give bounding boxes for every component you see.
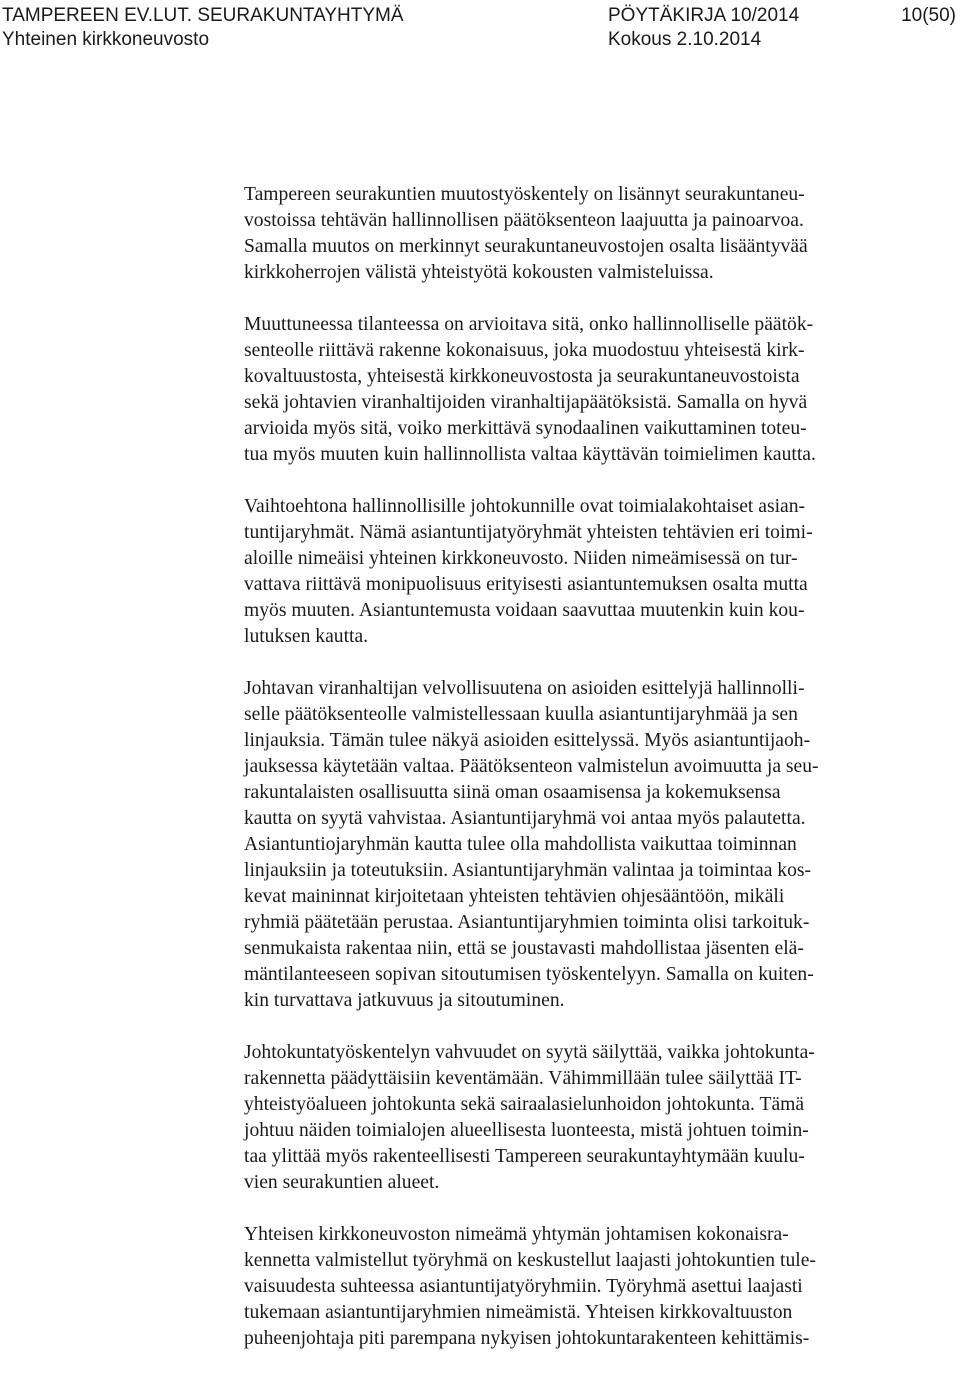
paragraph-line: taa ylittää myös rakenteellisesti Tampereen seurakuntayhtymään kuulu- — [244, 1146, 805, 1167]
paragraph-line: puheenjohtaja piti parempana nykyisen johtokuntarakenteen kehittämis- — [244, 1328, 810, 1349]
paragraph-line: selle päätöksenteolle valmistellessaan kuulla asiantuntijaryhmää ja sen — [244, 704, 798, 725]
organization-name: TAMPEREEN EV.LUT. SEURAKUNTAYHTYMÄ — [2, 5, 404, 26]
paragraph-line: rakuntalaisten osallisuutta siinä oman osaamisensa ja kokemuksensa — [244, 782, 781, 803]
paragraph-line: tua myös muuten kuin hallinnollista valtaa käyttävän toimielimen kautta. — [244, 444, 816, 465]
paragraph-line: vostoissa tehtävän hallinnollisen päätöksenteon laajuutta ja painoarvoa. — [244, 210, 804, 231]
paragraph-line: kin turvattava jatkuvuus ja sitoutuminen. — [244, 990, 565, 1011]
paragraph-line: aloille nimeäisi yhteinen kirkkoneuvosto. Niiden nimeämisessä on tur- — [244, 548, 798, 569]
paragraph-line: sekä johtavien viranhaltijoiden viranhaltijapäätöksistä. Samalla on hyvä — [244, 392, 808, 413]
paragraph-line: jauksessa käytetään valtaa. Päätöksenteon valmistelun avoimuutta ja seu- — [244, 756, 819, 777]
paragraph-line: lutuksen kautta. — [244, 626, 369, 647]
document-body — [244, 182, 896, 1378]
paragraph — [244, 494, 896, 650]
paragraph-line: rakennetta päädyttäisiin keventämään. Vähimmillään tulee säilyttää IT- — [244, 1068, 802, 1089]
paragraph-line: tuntijaryhmät. Nämä asiantuntijatyöryhmät yhteisten tehtävien eri toimi- — [244, 522, 813, 543]
page-number: 10(50) — [901, 5, 956, 26]
paragraph-line: Johtokuntatyöskentelyn vahvuudet on syytä säilyttää, vaikka johtokunta- — [244, 1042, 815, 1063]
paragraph-line: Muuttuneessa tilanteessa on arvioitava sitä, onko hallinnolliselle päätök- — [244, 314, 814, 335]
paragraph-line: myös muuten. Asiantuntemusta voidaan saavuttaa muutenkin kuin kou- — [244, 600, 805, 621]
paragraph — [244, 312, 896, 468]
paragraph-line: Samalla muutos on merkinnyt seurakuntaneuvostojen osalta lisääntyvää — [244, 236, 808, 257]
paragraph-line: mäntilanteeseen sopivan sitoutumisen työskentelyyn. Samalla on kuiten- — [244, 964, 814, 985]
document-title: PÖYTÄKIRJA 10/2014 — [608, 5, 800, 26]
paragraph-line: vaisuudesta suhteessa asiantuntijatyöryhmiin. Työryhmä asettui laajasti — [244, 1276, 803, 1297]
paragraph — [244, 1040, 896, 1196]
paragraph-line: vattava riittävä monipuolisuus erityisesti asiantuntemuksen osalta mutta — [244, 574, 808, 595]
paragraph-line: kirkkoherrojen välistä yhteistyötä kokousten valmisteluissa. — [244, 262, 714, 283]
paragraph-line: Tampereen seurakuntien muutostyöskentely on lisännyt seurakuntaneu- — [244, 184, 805, 205]
page-header — [0, 0, 960, 60]
paragraph-line: Johtavan viranhaltijan velvollisuutena on asioiden esittelyjä hallinnolli- — [244, 678, 805, 699]
governing-body: Yhteinen kirkkoneuvosto — [2, 29, 210, 50]
paragraph-line: tukemaan asiantuntijaryhmien nimeämistä. Yhteisen kirkkovaltuuston — [244, 1302, 793, 1323]
paragraph-line: linjauksia. Tämän tulee näkyä asioiden esittelyssä. Myös asiantuntijaoh- — [244, 730, 811, 751]
paragraph-line: Vaihtoehtona hallinnollisille johtokunnille ovat toimialakohtaiset asian- — [244, 496, 806, 517]
paragraph-line: kevat maininnat kirjoitetaan yhteisten tehtävien ohjesääntöön, mikäli — [244, 886, 785, 907]
paragraph — [244, 182, 896, 286]
paragraph-line: Yhteisen kirkkoneuvoston nimeämä yhtymän johtamisen kokonaisra- — [244, 1224, 789, 1245]
paragraph-line: kovaltuustosta, yhteisestä kirkkoneuvostosta ja seurakuntaneuvostoista — [244, 366, 800, 387]
paragraph — [244, 1222, 896, 1352]
paragraph-line: ryhmiä päätetään perustaa. Asiantuntijaryhmien toiminta olisi tarkoituk- — [244, 912, 810, 933]
paragraph-line: senmukaista rakentaa niin, että se joustavasti mahdollistaa jäsenten elä- — [244, 938, 804, 959]
paragraph — [244, 676, 896, 1014]
paragraph-line: vien seurakuntien alueet. — [244, 1172, 440, 1193]
paragraph-line: arvioida myös sitä, voiko merkittävä synodaalinen vaikuttaminen toteu- — [244, 418, 807, 439]
paragraph-line: linjauksiin ja toteutuksiin. Asiantuntijaryhmän valintaa ja toimintaa kos- — [244, 860, 812, 881]
paragraph-line: kautta on syytä vahvistaa. Asiantuntijaryhmä voi antaa myös palautetta. — [244, 808, 806, 829]
paragraph-line: senteolle riittävä rakenne kokonaisuus, joka muodostuu yhteisestä kirk- — [244, 340, 805, 361]
paragraph-line: yhteistyöalueen johtokunta sekä sairaalasielunhoidon johtokunta. Tämä — [244, 1094, 805, 1115]
meeting-date: Kokous 2.10.2014 — [608, 29, 762, 50]
paragraph-line: Asiantuntiojaryhmän kautta tulee olla mahdollista vaikuttaa toiminnan — [244, 834, 797, 855]
paragraph-line: kennetta valmistellut työryhmä on keskustellut laajasti johtokuntien tule- — [244, 1250, 816, 1271]
paragraph-line: johtuu näiden toimialojen alueellisesta luonteesta, mistä johtuen toimin- — [244, 1120, 809, 1141]
